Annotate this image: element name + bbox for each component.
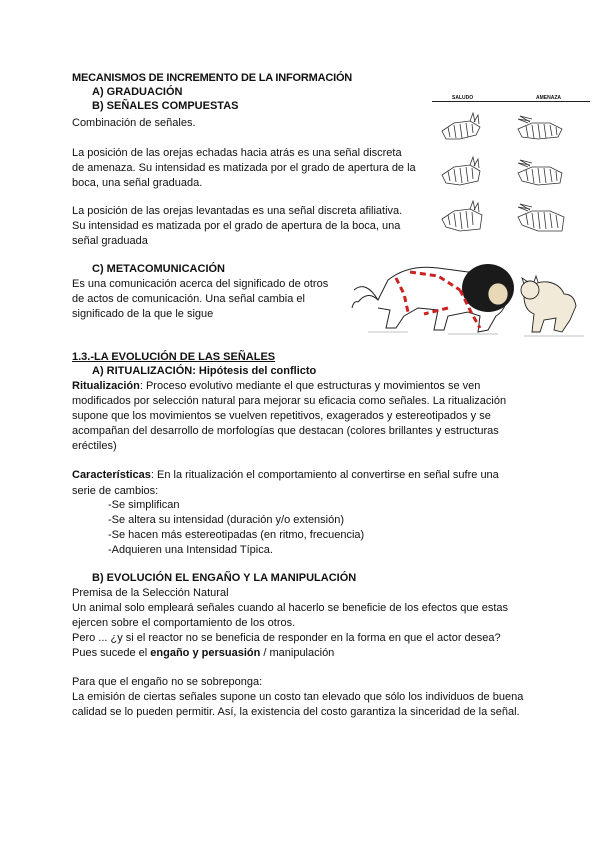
paragraph-line: acompañan del desarrollo de morfologías que destacan (colores brillantes y estructuras: [72, 425, 499, 437]
paragraph-line: ejercen sobre el comportamiento de los otros.: [72, 617, 296, 629]
paragraph-line: Un animal solo empleará señales cuando al hacerlo se beneficie de los efectos que estas: [72, 602, 508, 614]
paragraph-line: La posición de las orejas levantadas es una señal discreta afiliativa.: [72, 205, 403, 217]
definition-text: : Proceso evolutivo mediante el que estructuras y movimientos se ven: [139, 380, 481, 392]
deceit-post: / manipulación: [260, 647, 335, 659]
figure-label-saludo: SALUDO: [452, 95, 474, 101]
figure-label-amenaza: AMENAZA: [536, 95, 561, 101]
paragraph-line: Su intensidad es matizada por el grado de apertura de la boca, una: [72, 220, 401, 232]
paragraph-line: calidad se lo pueden permitir. Así, la existencia del costo garantiza la sinceridad de la señal.: [72, 706, 520, 718]
item-metacomunicacion: C) METACOMUNICACIÓN: [92, 263, 226, 275]
change-item: -Se simplifican: [108, 499, 180, 511]
deceit-line: [72, 646, 334, 661]
term-caracteristicas: Características: [72, 469, 151, 481]
paragraph-line: serie de cambios:: [72, 485, 159, 497]
change-item: -Adquieren una Intensidad Típica.: [108, 544, 273, 556]
paragraph-line: Pero ... ¿y si el reactor no se beneficia de responder en la forma en que el actor desea?: [72, 632, 501, 644]
combination-text: Combinación de señales.: [72, 117, 196, 129]
caracteristicas-text: : En la ritualización el comportamiento al convertirse en señal sufre una: [150, 469, 499, 481]
paragraph-line: significado de la que le sigue: [72, 308, 214, 320]
paragraph-line: modificados por selección natural para mejorar su eficacia como señales. La ritualización: [72, 395, 507, 407]
section-title: MECANISMOS DE INCREMENTO DE LA INFORMACIÓN: [72, 72, 353, 84]
paragraph-line: La posición de las orejas echadas hacia atrás es una señal discreta: [72, 147, 402, 159]
subheading-engano: B) EVOLUCIÓN EL ENGAÑO Y LA MANIPULACIÓN: [92, 572, 357, 584]
deceit-bold: engaño y persuasión: [150, 647, 261, 659]
paragraph-line: señal graduada: [72, 235, 148, 247]
section-heading-evolucion: 1.3.-LA EVOLUCIÓN DE LAS SEÑALES: [72, 351, 276, 363]
deceit-pre: Pues sucede el: [72, 647, 151, 659]
zebra-signals-figure: [432, 95, 592, 245]
paragraph-line: Para que el engaño no se sobreponga:: [72, 676, 263, 688]
caracteristicas-line: [72, 468, 499, 483]
item-graduacion: A) GRADUACIÓN: [92, 86, 183, 98]
lion-play-figure: [348, 250, 588, 338]
paragraph-line: Premisa de la Selección Natural: [72, 587, 229, 599]
paragraph-line: eréctiles): [72, 440, 117, 452]
paragraph-line: boca, una señal graduada.: [72, 177, 203, 189]
paragraph-line: Es una comunicación acerca del significado de otros: [72, 278, 329, 290]
paragraph-line: de actos de comunicación. Una señal cambia el: [72, 293, 305, 305]
subheading-ritualizacion: A) RITUALIZACIÓN: Hipótesis del conflicto: [92, 365, 317, 377]
lion-drawing: [348, 250, 588, 338]
change-item: -Se hacen más estereotipadas (en ritmo, frecuencia): [108, 529, 365, 541]
paragraph-line: supone que los movimientos se vuelven repetitivos, exagerados y estereotipados y se: [72, 410, 491, 422]
paragraph-line: La emisión de ciertas señales supone un costo tan elevado que sólo los individuos de buena: [72, 691, 524, 703]
change-item: -Se altera su intensidad (duración y/o extensión): [108, 514, 345, 526]
paragraph-line: de amenaza. Su intensidad es matizada por el grado de apertura de la: [72, 162, 416, 174]
ritualizacion-definition: [72, 379, 480, 394]
item-senales-compuestas: B) SEÑALES COMPUESTAS: [92, 100, 239, 112]
zebra-heads-drawing: [432, 95, 592, 245]
term-ritualizacion: Ritualización: [72, 380, 140, 392]
